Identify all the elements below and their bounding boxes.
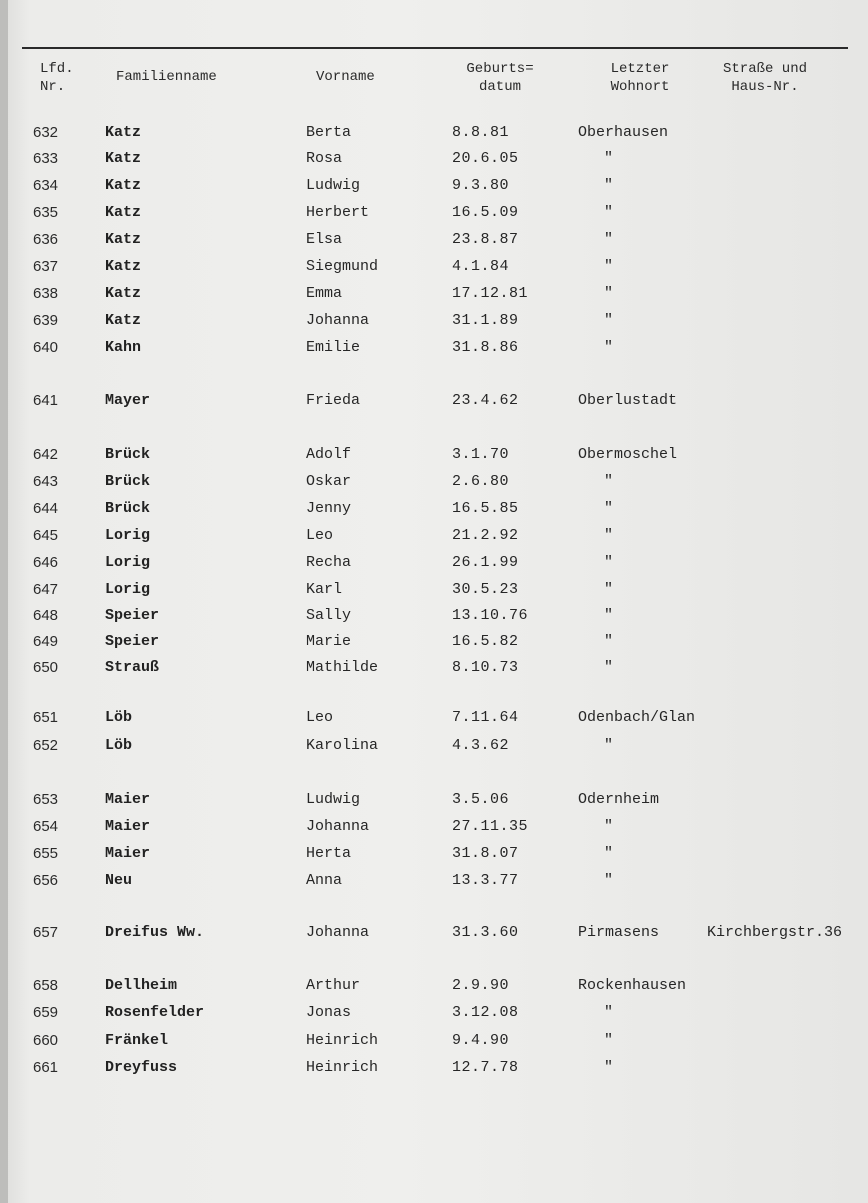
given-name: Arthur [306,977,361,994]
last-residence: " [604,527,614,544]
given-name: Herbert [306,204,370,221]
table-row [0,1058,868,1082]
table-row [0,844,868,868]
given-name: Recha [306,554,352,571]
last-residence: Oberlustadt [578,392,678,409]
last-residence: " [604,1032,614,1049]
row-number: 654 [33,818,59,835]
last-residence: Rockenhausen [578,977,687,994]
given-name: Marie [306,633,352,650]
table-row [0,708,868,732]
family-name: Brück [105,473,151,490]
table-row [0,230,868,254]
row-number: 645 [33,527,59,544]
family-name: Rosenfelder [105,1004,205,1021]
birth-date: 20.6.05 [452,150,519,167]
row-number: 634 [33,177,59,194]
last-residence: Odenbach/Glan [578,709,696,726]
header-lfd-nr: Lfd. Nr. [40,61,74,95]
birth-date: 16.5.09 [452,204,519,221]
row-number: 646 [33,554,59,571]
given-name: Herta [306,845,352,862]
table-row [0,526,868,550]
given-name: Frieda [306,392,361,409]
family-name: Dreifus Ww. [105,924,205,941]
row-number: 652 [33,737,59,754]
family-name: Maier [105,791,151,808]
row-number: 633 [33,150,59,167]
given-name: Jonas [306,1004,352,1021]
row-number: 639 [33,312,59,329]
table-row [0,499,868,523]
row-number: 638 [33,285,59,302]
table-row [0,391,868,415]
family-name: Katz [105,285,142,302]
table-row [0,736,868,760]
row-number: 653 [33,791,59,808]
family-name: Dreyfuss [105,1059,178,1076]
given-name: Johanna [306,818,370,835]
family-name: Brück [105,500,151,517]
given-name: Leo [306,709,334,726]
given-name: Karl [306,581,343,598]
table-row [0,790,868,814]
row-number: 661 [33,1059,59,1076]
given-name: Anna [306,872,343,889]
given-name: Siegmund [306,258,379,275]
table-row [0,203,868,227]
family-name: Dellheim [105,977,178,994]
given-name: Jenny [306,500,352,517]
header-geburtsdatum: Geburts= datum [466,61,534,95]
given-name: Emilie [306,339,361,356]
birth-date: 23.4.62 [452,392,519,409]
family-name: Speier [105,607,160,624]
birth-date: 16.5.82 [452,633,519,650]
birth-date: 31.3.60 [452,924,519,941]
row-number: 649 [33,633,59,650]
birth-date: 12.7.78 [452,1059,519,1076]
header-vorname: Vorname [316,69,375,85]
last-residence: Odernheim [578,791,660,808]
given-name: Karolina [306,737,379,754]
family-name: Maier [105,845,151,862]
table-row [0,632,868,656]
birth-date: 16.5.85 [452,500,519,517]
table-row [0,871,868,895]
birth-date: 26.1.99 [452,554,519,571]
birth-date: 27.11.35 [452,818,529,835]
row-number: 648 [33,607,59,624]
last-residence: " [604,659,614,676]
row-number: 650 [33,659,59,676]
last-residence: " [604,845,614,862]
given-name: Rosa [306,150,343,167]
family-name: Katz [105,204,142,221]
birth-date: 13.10.76 [452,607,529,624]
last-residence: " [604,150,614,167]
given-name: Ludwig [306,177,361,194]
street-address: Kirchbergstr.36 [707,924,843,941]
last-residence: " [604,473,614,490]
birth-date: 30.5.23 [452,581,519,598]
row-number: 640 [33,339,59,356]
last-residence: " [604,633,614,650]
header-wohnort: Letzter Wohnort [610,61,670,95]
row-number: 658 [33,977,59,994]
table-row [0,658,868,682]
table-row [0,1003,868,1027]
last-residence: " [604,1004,614,1021]
row-number: 635 [33,204,59,221]
family-name: Katz [105,150,142,167]
family-name: Brück [105,446,151,463]
birth-date: 3.1.70 [452,446,510,463]
table-row [0,149,868,173]
last-residence: " [604,258,614,275]
birth-date: 3.12.08 [452,1004,519,1021]
last-residence: " [604,285,614,302]
row-number: 636 [33,231,59,248]
birth-date: 31.8.07 [452,845,519,862]
family-name: Lorig [105,554,151,571]
family-name: Katz [105,258,142,275]
row-number: 656 [33,872,59,889]
given-name: Heinrich [306,1059,379,1076]
birth-date: 23.8.87 [452,231,519,248]
last-residence: " [604,339,614,356]
birth-date: 2.9.90 [452,977,510,994]
row-number: 643 [33,473,59,490]
family-name: Speier [105,633,160,650]
birth-date: 13.3.77 [452,872,519,889]
birth-date: 2.6.80 [452,473,510,490]
row-number: 644 [33,500,59,517]
given-name: Emma [306,285,343,302]
table-row [0,923,868,947]
last-residence: " [604,500,614,517]
table-row [0,311,868,335]
given-name: Leo [306,527,334,544]
given-name: Sally [306,607,352,624]
table-row [0,472,868,496]
last-residence: Oberhausen [578,124,669,141]
last-residence: Obermoschel [578,446,678,463]
given-name: Berta [306,124,352,141]
table-row [0,123,868,147]
family-name: Löb [105,737,133,754]
header-familienname: Familienname [116,69,217,85]
table-row [0,1031,868,1055]
header-strasse: Straße und Haus-Nr. [722,61,807,95]
birth-date: 21.2.92 [452,527,519,544]
birth-date: 17.12.81 [452,285,529,302]
table-row [0,976,868,1000]
table-row [0,284,868,308]
family-name: Kahn [105,339,142,356]
family-name: Strauß [105,659,160,676]
table-row [0,553,868,577]
last-residence: " [604,581,614,598]
last-residence: " [604,818,614,835]
row-number: 637 [33,258,59,275]
family-name: Löb [105,709,133,726]
last-residence: Pirmasens [578,924,660,941]
table-row [0,445,868,469]
birth-date: 31.1.89 [452,312,519,329]
last-residence: " [604,737,614,754]
family-name: Mayer [105,392,151,409]
last-residence: " [604,177,614,194]
given-name: Ludwig [306,791,361,808]
row-number: 657 [33,924,59,941]
family-name: Neu [105,872,133,889]
birth-date: 4.3.62 [452,737,510,754]
given-name: Adolf [306,446,352,463]
birth-date: 31.8.86 [452,339,519,356]
given-name: Johanna [306,924,370,941]
last-residence: " [604,204,614,221]
table-row [0,606,868,630]
birth-date: 4.1.84 [452,258,510,275]
row-number: 651 [33,709,59,726]
table-row [0,257,868,281]
birth-date: 8.10.73 [452,659,519,676]
birth-date: 9.4.90 [452,1032,510,1049]
last-residence: " [604,312,614,329]
table-row [0,176,868,200]
given-name: Mathilde [306,659,379,676]
family-name: Lorig [105,527,151,544]
family-name: Katz [105,231,142,248]
row-number: 660 [33,1032,59,1049]
table-row [0,817,868,841]
row-number: 655 [33,845,59,862]
family-name: Lorig [105,581,151,598]
family-name: Katz [105,177,142,194]
header-top-rule [22,47,848,49]
birth-date: 9.3.80 [452,177,510,194]
given-name: Heinrich [306,1032,379,1049]
family-name: Katz [105,124,142,141]
family-name: Katz [105,312,142,329]
table-row [0,338,868,362]
row-number: 641 [33,392,59,409]
last-residence: " [604,872,614,889]
table-row [0,580,868,604]
given-name: Johanna [306,312,370,329]
last-residence: " [604,607,614,624]
birth-date: 3.5.06 [452,791,510,808]
row-number: 632 [33,124,59,141]
last-residence: " [604,1059,614,1076]
last-residence: " [604,554,614,571]
birth-date: 8.8.81 [452,124,510,141]
row-number: 647 [33,581,59,598]
row-number: 659 [33,1004,59,1021]
family-name: Maier [105,818,151,835]
given-name: Elsa [306,231,343,248]
given-name: Oskar [306,473,352,490]
family-name: Fränkel [105,1032,169,1049]
last-residence: " [604,231,614,248]
row-number: 642 [33,446,59,463]
birth-date: 7.11.64 [452,709,519,726]
